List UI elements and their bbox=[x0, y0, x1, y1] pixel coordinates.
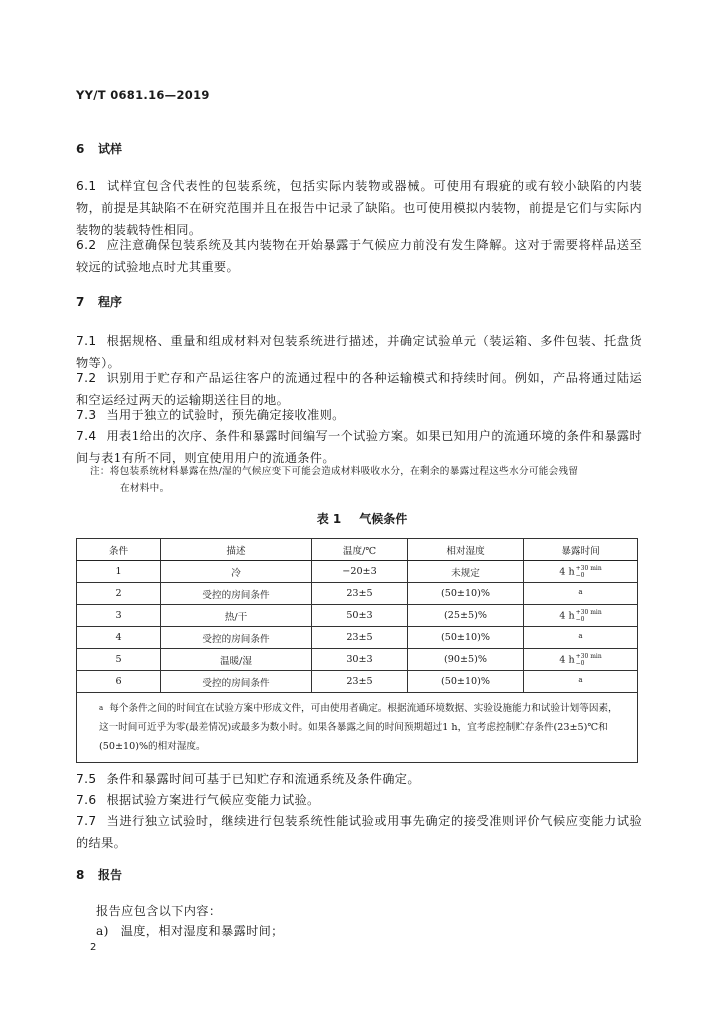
paragraph-7-7 bbox=[76, 810, 642, 854]
clause-number: 7.5 bbox=[76, 772, 97, 786]
paragraph-6-2 bbox=[76, 234, 642, 278]
table-cell: 5 bbox=[77, 649, 161, 671]
exposure-time-cell bbox=[524, 649, 638, 671]
table-cell: (50±10)% bbox=[408, 583, 524, 605]
clause-text: 应注意确保包装系统及其内装物在开始暴露于气候应力前没有发生降解。这对于需要将样品送至较远的试验地点时尤其重要。 bbox=[76, 238, 642, 274]
table-number: 表 1 bbox=[316, 512, 342, 526]
table-row bbox=[77, 627, 638, 649]
table-row bbox=[77, 605, 638, 627]
report-intro bbox=[96, 902, 221, 919]
footnote-text: 每个条件之间的时间宜在试验方案中形成文件，可由使用者确定。根据流通环境数据、实验设施能力和试验计划等因素，这一时间可近乎为零(最差情况)或最多为数小时。如果各暴露之间的时间预期超过1 h，宜考虑控制贮存条件(23±5)℃和(50±10)%的相对湿度。 bbox=[99, 703, 618, 752]
clause-number: 7.4 bbox=[76, 429, 97, 443]
table-cell: (50±10)% bbox=[408, 627, 524, 649]
section-6-number: 6 bbox=[76, 142, 85, 156]
clause-text: 根据规格、重量和组成材料对包装系统进行描述，并确定试验单元（装运箱、多件包装、托盘货物等）。 bbox=[76, 334, 642, 370]
section-8-heading bbox=[76, 866, 122, 883]
table-footnote-row bbox=[77, 693, 638, 763]
table-cell: (50±10)% bbox=[408, 671, 524, 693]
clause-number: 7.2 bbox=[76, 371, 97, 385]
section-7-number: 7 bbox=[76, 295, 85, 309]
note-line-2: 在材料中。 bbox=[120, 483, 170, 494]
table-cell: −20±3 bbox=[312, 561, 408, 583]
report-item-a bbox=[96, 922, 284, 939]
table-cell: 1 bbox=[77, 561, 161, 583]
paragraph-6-1 bbox=[76, 175, 642, 241]
table-header-row bbox=[77, 539, 638, 561]
table-cell bbox=[524, 583, 638, 605]
table-cell: (25±5)% bbox=[408, 605, 524, 627]
table-footnote bbox=[77, 693, 638, 763]
exposure-time-value: 4 h bbox=[559, 654, 575, 665]
table-cell: 30±3 bbox=[312, 649, 408, 671]
column-header: 条件 bbox=[77, 539, 161, 561]
table-cell: 受控的房间条件 bbox=[161, 671, 312, 693]
table-row bbox=[77, 671, 638, 693]
table-cell: 50±3 bbox=[312, 605, 408, 627]
table-row bbox=[77, 583, 638, 605]
note bbox=[90, 463, 642, 497]
list-item-number: a) bbox=[96, 924, 109, 938]
section-7-heading bbox=[76, 293, 122, 310]
paragraph-7-6 bbox=[76, 789, 642, 811]
table-caption: 气候条件 bbox=[359, 512, 408, 526]
footnote-marker: a bbox=[99, 704, 104, 712]
tolerance-lower: −0 bbox=[575, 571, 585, 579]
table-cell: 23±5 bbox=[312, 627, 408, 649]
table-cell: 受控的房间条件 bbox=[161, 627, 312, 649]
section-6-title: 试样 bbox=[98, 142, 123, 156]
footnote-reference: a bbox=[578, 676, 583, 684]
clause-text: 根据试验方案进行气候应变能力试验。 bbox=[106, 793, 320, 807]
exposure-time-cell bbox=[524, 605, 638, 627]
exposure-time-value: 4 h bbox=[559, 566, 575, 577]
clause-text: 当进行独立试验时，继续进行包装系统性能试验或用事先确定的接受准则评价气候应变能力试验的结果。 bbox=[76, 814, 642, 850]
table-cell: 热/干 bbox=[161, 605, 312, 627]
clause-number: 7.3 bbox=[76, 408, 97, 422]
climate-conditions-table bbox=[76, 538, 638, 763]
table-cell: 受控的房间条件 bbox=[161, 583, 312, 605]
clause-number: 6.1 bbox=[76, 179, 97, 193]
exposure-time-value: 4 h bbox=[559, 610, 575, 621]
standard-code: YY/T 0681.16—2019 bbox=[76, 88, 210, 102]
table-cell: 23±5 bbox=[312, 583, 408, 605]
tolerance-upper: +30 min bbox=[575, 652, 602, 660]
table-cell: 冷 bbox=[161, 561, 312, 583]
page-number: 2 bbox=[90, 942, 97, 953]
clause-text: 试样宜包含代表性的包装系统，包括实际内装物或器械。可使用有瑕疵的或有较小缺陷的内装物，前提是其缺陷不在研究范围并且在报告中记录了缺陷。也可使用模拟内装物，前提是它们与实际内装物的装载特性相同。 bbox=[76, 179, 642, 237]
exposure-time-cell bbox=[524, 561, 638, 583]
column-header: 温度/℃ bbox=[312, 539, 408, 561]
tolerance-upper: +30 min bbox=[575, 608, 602, 616]
section-8-title: 报告 bbox=[98, 868, 123, 882]
clause-text: 当用于独立的试验时，预先确定接收准则。 bbox=[106, 408, 345, 422]
table-row bbox=[77, 561, 638, 583]
clause-text: 识别用于贮存和产品运往客户的流通过程中的各种运输模式和持续时间。例如，产品将通过陆运和空运经过两天的运输期送往目的地。 bbox=[76, 371, 642, 407]
table-cell: 温暖/湿 bbox=[161, 649, 312, 671]
table-row bbox=[77, 649, 638, 671]
clause-number: 7.1 bbox=[76, 334, 97, 348]
note-line-1: 注：将包装系统材料暴露在热/湿的气候应变下可能会造成材料吸收水分，在剩余的暴露过程这些水分可能会残留 bbox=[90, 466, 579, 477]
paragraph-7-3 bbox=[76, 404, 642, 426]
tolerance-lower: −0 bbox=[575, 615, 585, 623]
tolerance-upper: +30 min bbox=[575, 564, 602, 572]
table-cell: 3 bbox=[77, 605, 161, 627]
section-8-number: 8 bbox=[76, 868, 85, 882]
column-header: 相对湿度 bbox=[408, 539, 524, 561]
list-item-text: 温度，相对湿度和暴露时间； bbox=[120, 924, 284, 938]
section-6-heading bbox=[76, 140, 122, 157]
report-intro-text: 报告应包含以下内容： bbox=[96, 904, 222, 918]
column-header: 描述 bbox=[161, 539, 312, 561]
column-header: 暴露时间 bbox=[524, 539, 638, 561]
paragraph-7-5 bbox=[76, 768, 642, 790]
table-title bbox=[0, 510, 724, 527]
clause-number: 7.6 bbox=[76, 793, 97, 807]
table-cell bbox=[524, 627, 638, 649]
table-cell: 未规定 bbox=[408, 561, 524, 583]
table-cell: 4 bbox=[77, 627, 161, 649]
table-cell: (90±5)% bbox=[408, 649, 524, 671]
clause-text: 条件和暴露时间可基于已知贮存和流通系统及条件确定。 bbox=[106, 772, 420, 786]
clause-number: 6.2 bbox=[76, 238, 97, 252]
table-cell: 2 bbox=[77, 583, 161, 605]
footnote-reference: a bbox=[578, 588, 583, 596]
clause-number: 7.7 bbox=[76, 814, 97, 828]
table-cell: 23±5 bbox=[312, 671, 408, 693]
table-cell: 6 bbox=[77, 671, 161, 693]
section-7-title: 程序 bbox=[98, 295, 123, 309]
footnote-reference: a bbox=[578, 632, 583, 640]
clause-text: 用表1给出的次序、条件和暴露时间编写一个试验方案。如果已知用户的流通环境的条件和暴露时间与表1有所不同，则宜使用用户的流通条件。 bbox=[76, 429, 642, 465]
table-cell bbox=[524, 671, 638, 693]
tolerance-lower: −0 bbox=[575, 659, 585, 667]
